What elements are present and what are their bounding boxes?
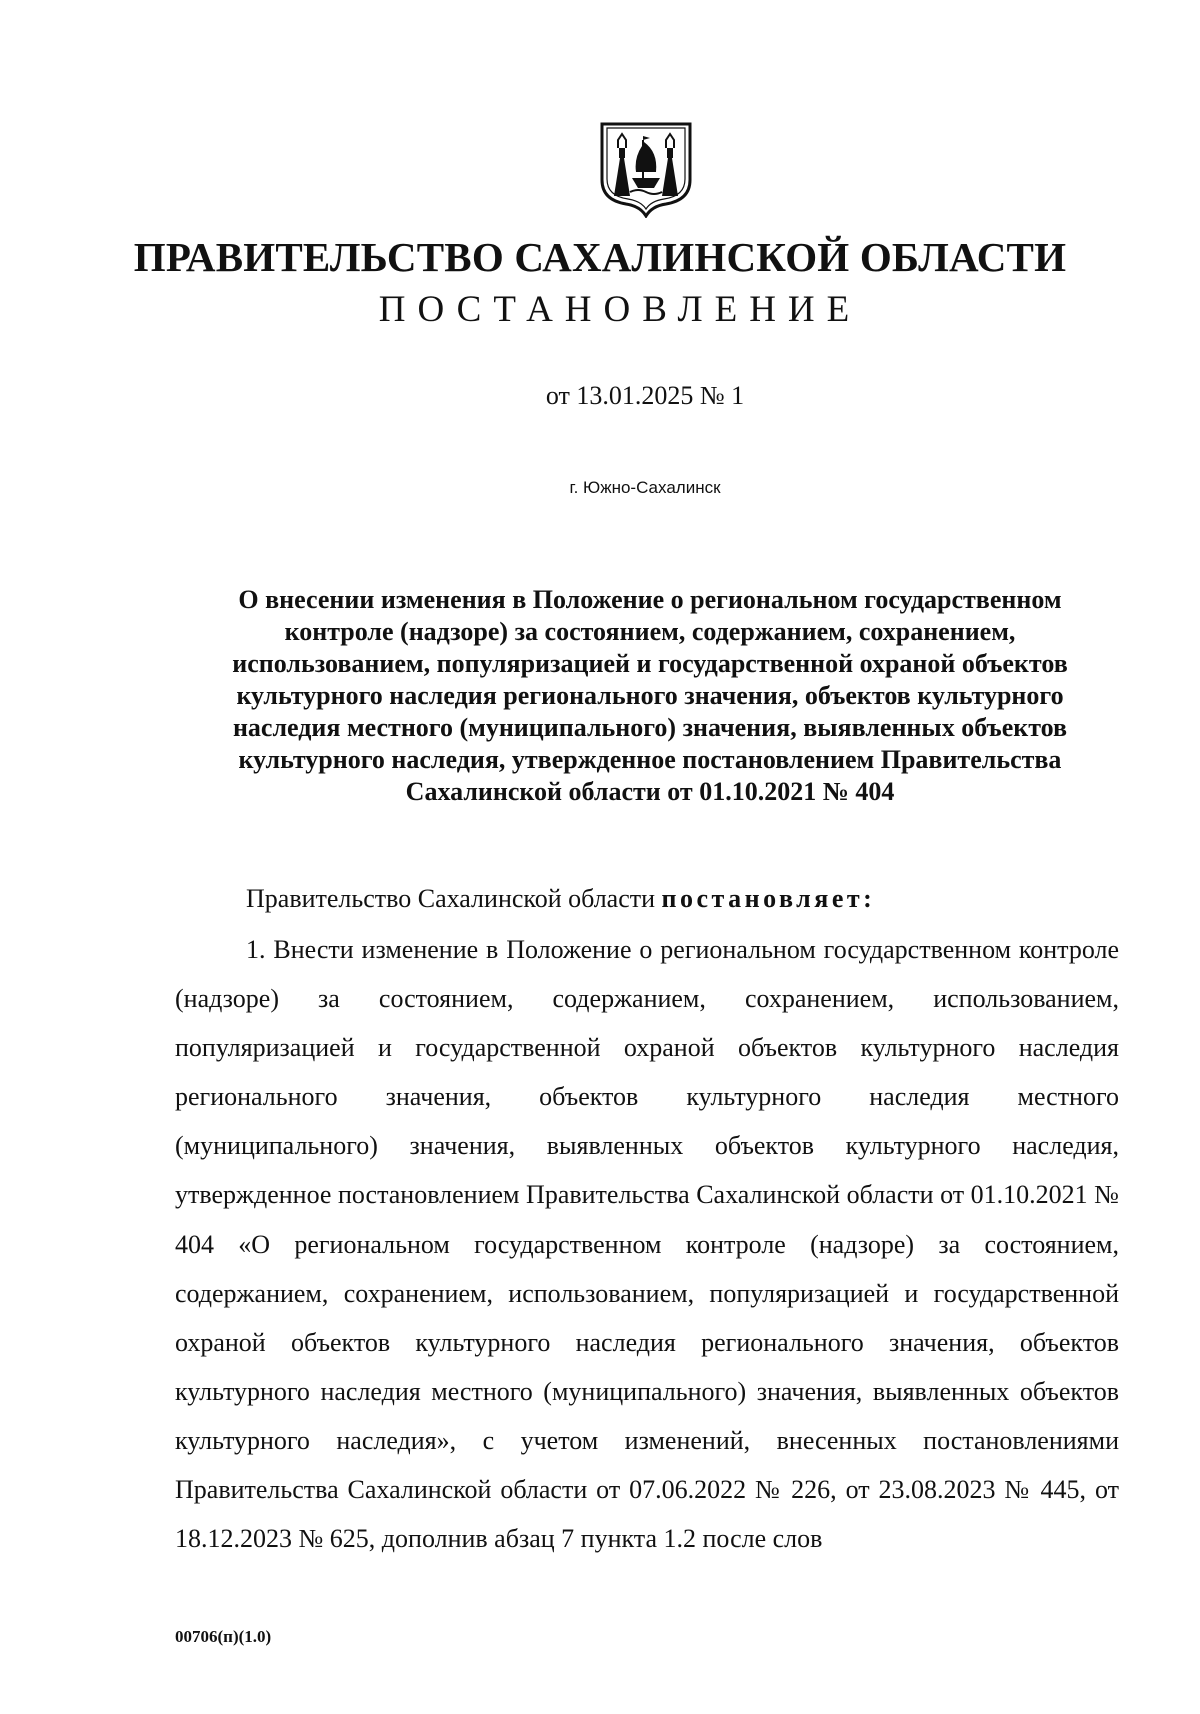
preamble-lead: Правительство Сахалинской области bbox=[246, 884, 662, 913]
coat-of-arms-icon bbox=[596, 118, 696, 218]
government-title: ПРАВИТЕЛЬСТВО САХАЛИНСКОЙ ОБЛАСТИ bbox=[133, 234, 1067, 280]
document-subject: О внесении изменения в Положение о региональном государственном контроле (надзоре) за состоянием, содержанием, сохранением, использованием, популяризацией и государственной охраной объектов культурного наследия регионального значения, объектов культурного наследия местного (муниципального) значения, выявленных объектов культурного наследия, утвержденное постановлением Правительства Сахалинской области от 01.10.2021 № 404 bbox=[232, 585, 1068, 806]
footer-document-code: 00706(п)(1.0) bbox=[175, 1627, 272, 1646]
document-city: г. Южно-Сахалинск bbox=[569, 478, 721, 497]
document-type-title: ПОСТАНОВЛЕНИЕ bbox=[378, 289, 862, 330]
preamble bbox=[246, 881, 1146, 917]
preamble-verb: постановляет: bbox=[661, 884, 876, 913]
document-date-number: от 13.01.2025 № 1 bbox=[545, 381, 745, 410]
paragraph-1: 1. Внести изменение в Положение о региональном государственном контроле (надзоре) за состоянием, содержанием, сохранением, использованием, популяризацией и государственной охраной объектов культурного наследия регионального значения, объектов культурного наследия местного (муниципального) значения, выявленных объектов культурного наследия, утвержденное постановлением Правительства Сахалинской области от 01.10.2021 № 404 «О региональном государственном контроле (надзоре) за состоянием, содержанием, сохранением, использованием, популяризацией и государственной охраной объектов культурного наследия регионального значения, объектов культурного наследия местного (муниципального) значения, выявленных объектов культурного наследия», с учетом изменений, внесенных постановлениями Правительства Сахалинской области от 07.06.2022 № 226, от 23.08.2023 № 445, от 18.12.2023 № 625, дополнив абзац 7 пункта 1.2 после слов bbox=[175, 935, 1119, 1554]
